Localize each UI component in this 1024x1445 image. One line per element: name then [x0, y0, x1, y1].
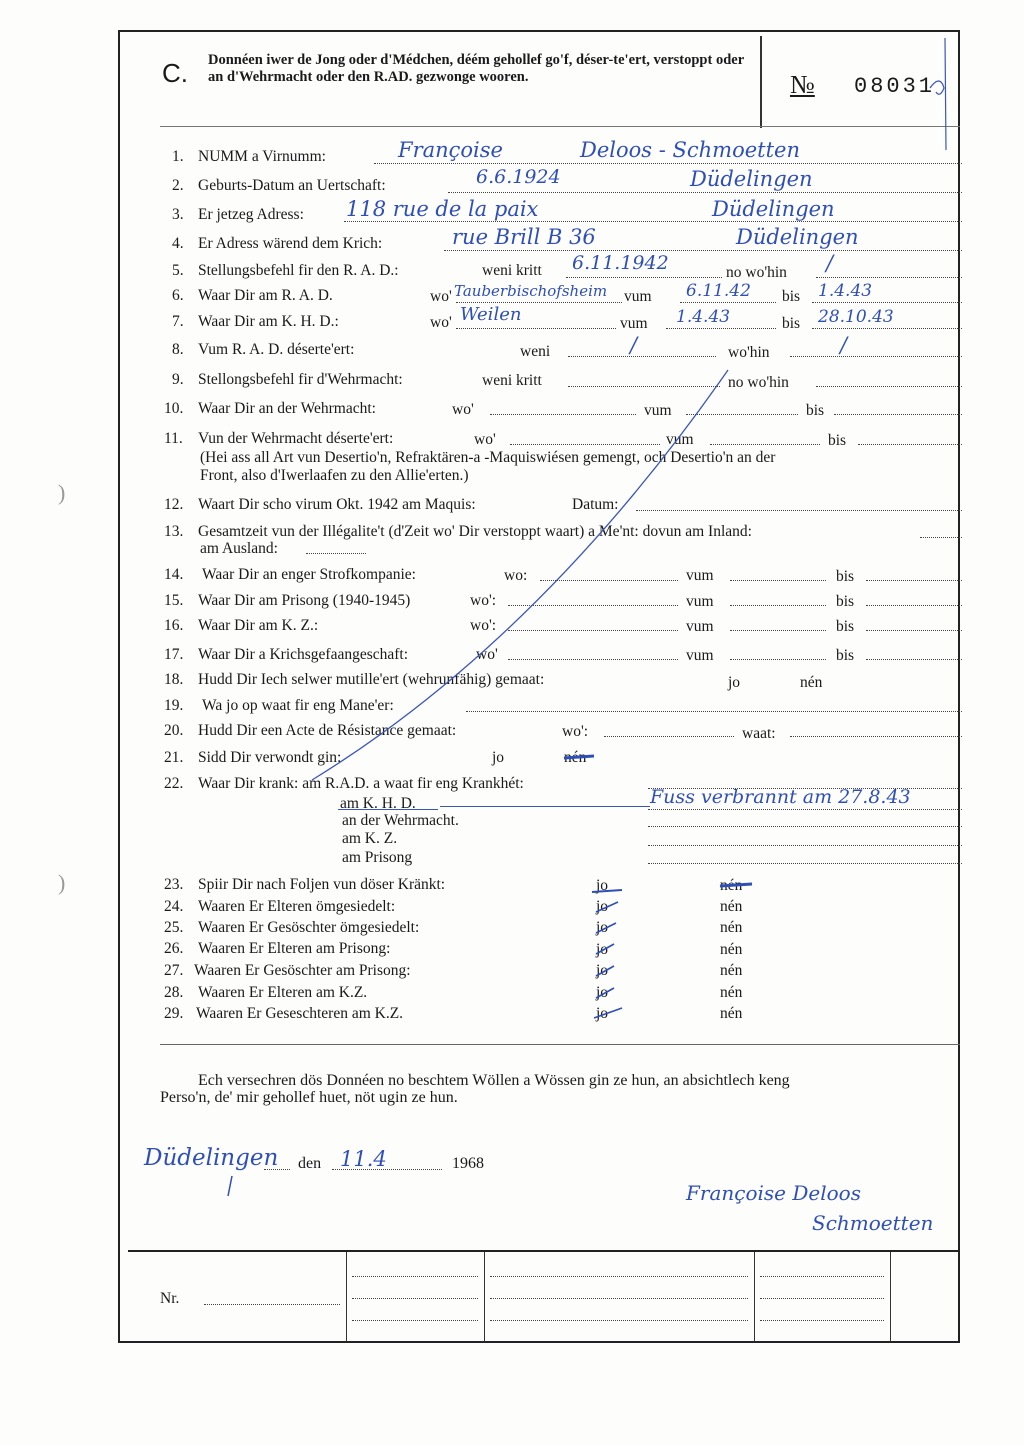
row-number: 25.: [164, 919, 184, 936]
field-sublabel: no wo'hin: [728, 374, 789, 391]
field-label-parents-prison: Waaren Er Elteren am Prisong:: [198, 940, 391, 957]
field-sublabel: bis: [836, 568, 855, 585]
hw-signature-name: Françoise Deloos: [686, 1181, 861, 1205]
option-nen: nén: [720, 941, 743, 958]
field-sublabel: wo':: [470, 592, 497, 609]
field-label-khd: Waar Dir am K. H. D.:: [198, 313, 339, 330]
hw-signature-surname: Schmoetten: [812, 1211, 934, 1235]
row-number: 1.: [172, 148, 184, 165]
field-sublabel: wo': [452, 401, 474, 418]
option-jo: jo: [492, 749, 505, 766]
option-jo: jo: [728, 674, 741, 691]
row-number: 27.: [164, 962, 184, 979]
strike-nen-23: [720, 884, 752, 886]
den-label: den: [298, 1155, 322, 1172]
option-nen: nén: [720, 919, 743, 936]
field-sublabel: vum: [686, 567, 714, 584]
field-label-birth: Geburts-Datum an Uertschaft:: [198, 177, 386, 194]
field-label-penal: Waar Dir an enger Strofkompanie:: [202, 566, 416, 583]
field-label-consequences: Spiir Dir nach Foljen vun döser Kränkt:: [198, 876, 446, 893]
field-sublabel: bis: [836, 618, 855, 635]
field-label-maquis: Waart Dir scho virum Okt. 1942 am Maquis:: [198, 496, 476, 513]
field-sublabel: weni kritt: [482, 262, 542, 279]
hw-khd-from: 1.4.43: [676, 307, 731, 327]
hw-rad-where: Tauberbischofsheim: [454, 282, 608, 300]
declaration-line2: Perso'n, de' mir gehollef huet, nöt ugin ze hun.: [160, 1089, 458, 1106]
field-label-wehrmacht: Waar Dir an der Wehrmacht:: [198, 400, 376, 417]
row-number: 19.: [164, 697, 184, 714]
field-sublabel: vum: [620, 315, 648, 332]
field-sublabel: vum: [644, 402, 672, 419]
hw-address-now-street: 118 rue de la paix: [346, 197, 539, 221]
field-sublabel: vum: [686, 618, 714, 635]
field-note: Front, also d'Iwerlaafen zu den Allie'erten.): [200, 467, 469, 484]
row-number: 11.: [164, 430, 183, 447]
row-number: 23.: [164, 876, 184, 893]
row-number: 20.: [164, 722, 184, 739]
cancel-jo-27: [596, 966, 614, 976]
field-label-illegality: Gesamtzeit vun der Illégalite't (d'Zeit wo' Dir verstoppt waart) a Me'nt: dovun am Inland:: [198, 523, 752, 540]
field-sublabel: Datum:: [572, 496, 619, 513]
row-number: 6.: [172, 287, 184, 304]
option-jo: jo: [596, 919, 609, 936]
option-jo: jo: [596, 877, 609, 894]
row-number: 29.: [164, 1005, 184, 1022]
field-sublabel: wo':: [562, 723, 589, 740]
illness-sub-khd: am K. H. D.: [340, 795, 416, 812]
option-nen: nén: [800, 674, 823, 691]
declaration-line1: Ech versechren dös Donnéen no beschtem Wöllen a Wössen gin ze hun, an absichtlech keng: [198, 1072, 790, 1089]
hw-desert-when: /: [630, 333, 638, 357]
field-label-wehrmacht-order: Stellongsbefehl fir d'Wehrmacht:: [198, 371, 403, 388]
field-label-mutilated: Hudd Dir Iech selwer mutille'ert (wehrunfähig) gemaat:: [198, 671, 545, 688]
cancel-jo-26: [596, 944, 614, 954]
field-label-siblings-prison: Waaren Er Gesöschter am Prisong:: [194, 962, 411, 979]
field-sublabel: bis: [836, 647, 855, 664]
cancel-jo-29: [594, 1008, 622, 1018]
option-nen: nén: [720, 1005, 743, 1022]
hw-rad-order-date: 6.11.1942: [572, 252, 669, 274]
option-jo: jo: [596, 962, 609, 979]
field-sublabel: wo': [430, 288, 452, 305]
row-number: 21.: [164, 749, 184, 766]
row-number: 5.: [172, 262, 184, 279]
row-number: 7.: [172, 313, 184, 330]
row-number: 28.: [164, 984, 184, 1001]
field-label-parents-resettled: Waaren Er Elteren ömgesiedelt:: [198, 898, 396, 915]
field-sublabel: vum: [686, 647, 714, 664]
option-nen: nén: [720, 898, 743, 915]
form-number: 08031: [854, 74, 936, 99]
field-sublabel: wo':: [470, 617, 497, 634]
field-label-how: Wa jo op waat fir eng Mane'er:: [202, 697, 394, 714]
field-label-rad-desert: Vum R. A. D. déserte'ert:: [198, 341, 355, 358]
row-number: 15.: [164, 592, 184, 609]
field-label-wounded: Sidd Dir verwondt gin:: [198, 749, 342, 766]
field-sublabel: bis: [836, 593, 855, 610]
hw-address-war-town: Düdelingen: [736, 225, 859, 249]
option-jo: jo: [596, 941, 609, 958]
field-sublabel: wo': [476, 646, 498, 663]
field-sublabel: bis: [828, 432, 847, 449]
hw-desert-where: /: [840, 333, 848, 357]
hw-rad-to: 1.4.43: [818, 281, 873, 301]
footer-nr-label: Nr.: [160, 1290, 180, 1307]
hw-birth-date: 6.6.1924: [476, 166, 561, 188]
hw-khd-to: 28.10.43: [818, 307, 894, 327]
field-label-kz: Waar Dir am K. Z.:: [198, 617, 319, 634]
row-number: 16.: [164, 617, 184, 634]
form-intro: Donnéen iwer de Jong oder d'Médchen, déém gehollef go'f, déser-te'ert, verstoppt oder an d'Wehrmacht oder den R.AD. gezwonge wooren.: [208, 52, 744, 85]
option-nen: nén: [720, 984, 743, 1001]
row-number: 3.: [172, 206, 184, 223]
field-sublabel: wo': [430, 314, 452, 331]
field-sublabel: wo'hin: [728, 344, 770, 361]
field-sublabel: bis: [806, 402, 825, 419]
row-number: 9.: [172, 371, 184, 388]
field-sublabel: weni: [520, 343, 551, 360]
row-number: 26.: [164, 940, 184, 957]
field-label-siblings-kz: Waaren Er Geseschteren am K.Z.: [196, 1005, 404, 1022]
cancel-jo-24: [596, 902, 618, 912]
field-label-siblings-resettled: Waaren Er Gesöschter ömgesiedelt:: [198, 919, 420, 936]
hw-address-now-town: Düdelingen: [712, 197, 835, 221]
field-label-rad-order: Stellungsbefehl fir den R. A. D.:: [198, 262, 399, 279]
hw-sign-place: Düdelingen: [144, 1145, 279, 1171]
underline-jo-23: [592, 890, 622, 892]
field-label-parents-kz: Waaren Er Elteren am K.Z.: [198, 984, 368, 1001]
row-number: 8.: [172, 341, 184, 358]
field-sublabel: vum: [624, 288, 652, 305]
hw-birth-place: Düdelingen: [690, 167, 813, 191]
field-label-address-war: Er Adress wärend dem Krich:: [198, 235, 383, 252]
strike-nen-21: [564, 756, 594, 758]
field-label-name: NUMM a Virnumm:: [198, 148, 326, 165]
hw-first-name: Françoise: [398, 138, 503, 162]
field-sublabel: no wo'hin: [726, 264, 787, 281]
row-number: 22.: [164, 775, 184, 792]
field-label-rad: Waar Dir am R. A. D.: [198, 287, 333, 304]
hw-sign-day: 11.4: [340, 1147, 387, 1171]
field-sublabel: bis: [782, 315, 801, 332]
punch-hole-mark: ): [58, 480, 66, 505]
option-jo: jo: [596, 898, 609, 915]
field-sublabel: weni kritt: [482, 372, 542, 389]
row-number: 4.: [172, 235, 184, 252]
field-label-prison: Waar Dir am Prisong (1940-1945): [198, 592, 411, 609]
field-label-resistance: Hudd Dir een Acte de Résistance gemaat:: [198, 722, 457, 739]
row-number: 2.: [172, 177, 184, 194]
section-letter: C.: [162, 58, 188, 88]
row-number: 24.: [164, 898, 184, 915]
row-number: 17.: [164, 646, 184, 663]
hw-rad-from: 6.11.42: [686, 281, 751, 301]
field-label-address-now: Er jetzeg Adress:: [198, 206, 304, 223]
illness-sub-kz: am K. Z.: [342, 830, 398, 847]
field-note: (Hei ass all Art vun Desertio'n, Refraktären-a -Maquiswiésen gemengt, och Desertio'n an der: [200, 449, 776, 466]
hw-khd-where: Weilen: [460, 304, 522, 325]
field-sublabel: waat:: [742, 725, 776, 742]
field-label-wehrmacht-desert: Vun der Wehrmacht déserte'ert:: [198, 430, 394, 447]
field-sublabel: wo': [474, 431, 496, 448]
number-label: №: [790, 70, 815, 99]
field-label-pow: Waar Dir a Krichsgefaangeschaft:: [198, 646, 409, 663]
field-label-illness: Waar Dir krank: am R.A.D. a waat fir eng Krankhét:: [198, 775, 524, 792]
option-jo: jo: [596, 984, 609, 1001]
hw-last-name: Deloos - Schmoetten: [580, 138, 800, 162]
option-nen: nén: [720, 877, 743, 894]
illness-sub-wehrmacht: an der Wehrmacht.: [342, 812, 459, 829]
cancel-jo-28: [596, 988, 614, 998]
hw-illness-khd: Fuss verbrannt am 27.8.43: [650, 786, 911, 808]
row-number: 13.: [164, 523, 184, 540]
row-number: 10.: [164, 400, 184, 417]
option-nen: nén: [564, 749, 587, 766]
hw-rad-order-where: /: [826, 251, 834, 275]
field-sublabel: am Ausland:: [200, 540, 278, 557]
illness-sub-prison: am Prisong: [342, 849, 413, 866]
option-nen: nén: [720, 962, 743, 979]
sign-place-tail: [228, 1176, 232, 1196]
year-label: 1968: [452, 1155, 484, 1172]
punch-hole-mark: ): [58, 870, 66, 895]
field-sublabel: bis: [782, 288, 801, 305]
number-annotation-mark: [930, 38, 946, 150]
hw-address-war-street: rue Brill B 36: [452, 225, 596, 249]
field-sublabel: vum: [666, 431, 694, 448]
option-jo: jo: [596, 1005, 609, 1022]
row-number: 12.: [164, 496, 184, 513]
field-sublabel: vum: [686, 593, 714, 610]
cancel-jo-25: [596, 923, 616, 933]
row-number: 14.: [164, 566, 184, 583]
row-number: 18.: [164, 671, 184, 688]
diagonal-cancel-stroke: [312, 370, 728, 780]
field-sublabel: wo:: [504, 567, 528, 584]
